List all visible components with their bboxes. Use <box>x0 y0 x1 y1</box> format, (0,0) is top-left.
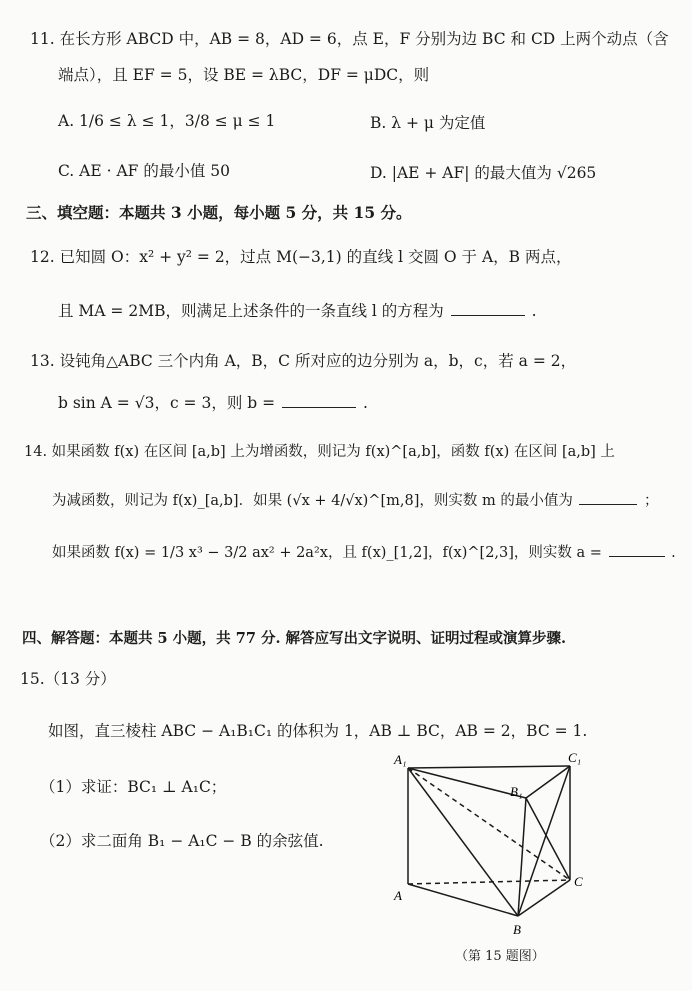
label-b: B <box>513 922 521 937</box>
q11-option-b: B. λ + μ 为定值 <box>370 114 486 132</box>
edge-a1-c1 <box>408 766 570 768</box>
q14-line1: 14. 如果函数 f(x) 在区间 [a,b] 上为增函数，则记为 f(x)^[a,b]，函数 f(x) 在区间 [a,b] 上 <box>24 444 615 460</box>
q14-line2: 为减函数，则记为 f(x)_[a,b]．如果 (√x + 4/√x)^[m,8]，则实数 m 的最小值为 <box>52 493 573 509</box>
label-a1: A₁ <box>394 752 407 767</box>
q14-line3-end: . <box>671 545 676 561</box>
q15-intro: 如图，直三棱柱 ABC − A₁B₁C₁ 的体积为 1，AB ⊥ BC，AB = 2，BC = 1. <box>48 722 588 740</box>
q15-part2: （2）求二面角 B₁ − A₁C − B 的余弦值. <box>40 832 324 850</box>
q14-line3-wrap <box>52 544 676 562</box>
q14-line2-end: ； <box>644 493 659 509</box>
q12-answer-blank[interactable] <box>451 303 525 316</box>
q11-line2: 端点），且 EF = 5，设 BE = λBC，DF = μDC，则 <box>58 66 430 84</box>
label-b1: B₁ <box>510 784 523 799</box>
q11-line1: 11. 在长方形 ABCD 中，AB = 8，AD = 6，点 E，F 分别为边 BC 和 CD 上两个动点（含 <box>30 30 669 48</box>
edge-a1-b1 <box>408 768 526 798</box>
q15-part1: （1）求证：BC₁ ⊥ A₁C； <box>40 778 227 796</box>
segment-a1-b <box>408 768 518 916</box>
section-4-heading: 四、解答题：本题共 5 小题，共 77 分. 解答应写出文字说明、证明过程或演算步骤. <box>22 630 567 647</box>
section-3-heading: 三、填空题：本题共 3 小题，每小题 5 分，共 15 分。 <box>26 203 412 222</box>
q15-heading: 15.（13 分） <box>20 670 116 688</box>
edge-a-b <box>408 884 518 916</box>
label-c: C <box>574 874 583 889</box>
q13-line2-wrap <box>58 394 368 413</box>
label-c1: C₁ <box>568 752 582 765</box>
figure-caption: （第 15 题图） <box>455 949 545 964</box>
segment-c1-b <box>518 766 570 916</box>
q13-line2: b sin A = √3，c = 3，则 b = <box>58 394 276 412</box>
segment-a1-c-dashed <box>408 768 570 880</box>
label-a: A <box>394 888 402 903</box>
q12-line1: 12. 已知圆 O：x² + y² = 2，过点 M(−3,1) 的直线 l 交圆 O 于 A，B 两点， <box>30 248 572 266</box>
q14-line3: 如果函数 f(x) = 1/3 x³ − 3/2 ax² + 2a²x，且 f(x)_[1,2]，f(x)^[2,3]，则实数 a = <box>52 545 602 561</box>
q11-option-c: C. AE · AF 的最小值 50 <box>58 162 230 180</box>
q14-answer-blank-2[interactable] <box>609 544 665 557</box>
edge-a-c-dashed <box>408 880 570 884</box>
q12-line2: 且 MA = 2MB，则满足上述条件的一条直线 l 的方程为 <box>58 302 444 320</box>
q13-line1: 13. 设钝角△ABC 三个内角 A，B，C 所对应的边分别为 a，b，c，若 a = 2， <box>30 352 577 370</box>
q13-end: . <box>362 394 368 412</box>
edge-b-c <box>518 880 570 916</box>
q14-line2-wrap <box>52 492 659 510</box>
q11-option-a: A. 1/6 ≤ λ ≤ 1，3/8 ≤ μ ≤ 1 <box>58 112 276 130</box>
edge-b1-c1 <box>526 766 570 798</box>
prism-figure <box>388 752 588 942</box>
q11-option-d: D. |AE + AF| 的最大值为 √265 <box>370 164 597 182</box>
q12-line2-wrap <box>58 302 537 321</box>
segment-b1-c <box>526 798 570 880</box>
q12-end: . <box>531 302 537 320</box>
q13-answer-blank[interactable] <box>282 395 356 408</box>
q14-answer-blank-1[interactable] <box>579 492 637 505</box>
